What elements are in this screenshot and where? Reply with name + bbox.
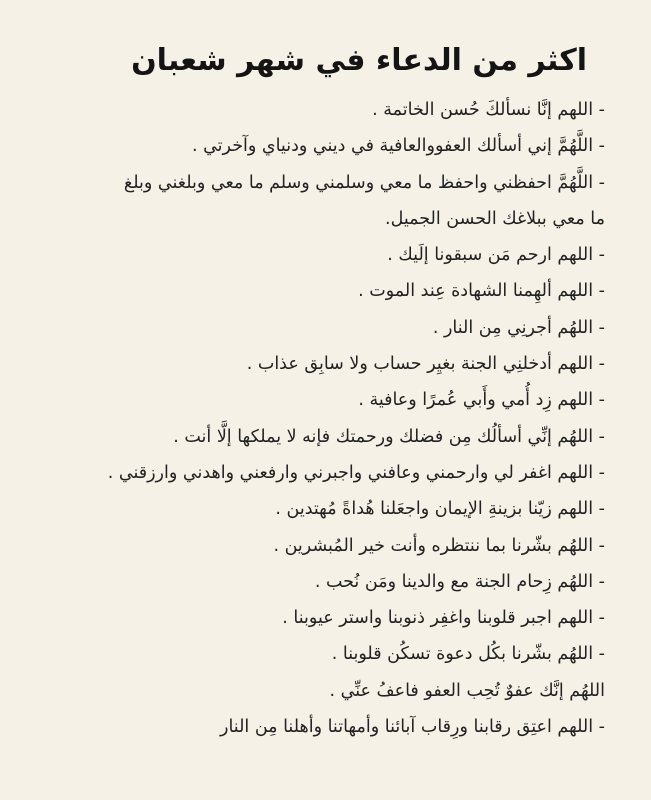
dua-line-6: - اللهُم أجرنِي مِن النار .	[432, 317, 605, 338]
dua-line-2: - اللَّهُمَّ إني أسألك العفووالعافية في ديني ودنياي وآخرتي .	[191, 136, 605, 157]
dua-line-1: - اللهم إنَّا نسألكَ حُسن الخاتمة .	[372, 100, 605, 120]
dua-line-10: - اللهم اغفر لي وارحمني وعافني واجبرني وارفعني واهدني وارزقني .	[107, 462, 605, 483]
dua-line-16: اللهُم إنَّك عفوٌ تُحِب العفو فاعفُ عنِّي .	[329, 680, 605, 701]
page-title: اكثر من الدعاء في شهر شعبان	[131, 43, 587, 78]
dua-line-5: - اللهم ألهِمنا الشهادة عِند الموت .	[358, 281, 605, 302]
dua-line-15: - اللهُم بشّرنا بكُل دعوة تسكُن قلوبنا .	[331, 644, 605, 665]
dua-list	[30, 92, 605, 745]
dua-line-8: - اللهم زِد أُمي وأَبي عُمرًا وعافية .	[358, 390, 605, 411]
dua-line-14: - اللهم اجبر قلوبنا واغفِر ذنوبنا واستر عيوبنا .	[282, 608, 605, 629]
dua-line-3: - اللَّهُمَّ احفظني واحفظ ما معي وسلمني وسلم ما معي وبلغني وبلغ	[123, 172, 605, 193]
dua-line-12: - اللهُم بشّرنا بما ننتظره وأنت خير المُبشرين .	[273, 535, 605, 556]
dua-line-3-continued: ما معي ببلاغك الحسن الجميل.	[385, 208, 605, 229]
dua-line-17: - اللهم اعتِق رقابنا ورِقاب آبائنا وأمهاتنا وأهلنا مِن النار	[220, 717, 605, 738]
dua-line-9: - اللهُم إنِّي أسألُك مِن فضلك ورحمتك فإنه لا يملكها إلَّا أنت .	[173, 426, 605, 447]
dua-line-4: - اللهم ارحم مَن سبقونا إلَيك .	[387, 245, 605, 266]
dua-line-13: - اللهُم زِحام الجنة مع والدينا ومَن نُحب .	[314, 571, 605, 592]
dua-line-11: - اللهم زيّنا بزينةِ الإيمان واجعَلنا هُداةً مُهتدين .	[275, 499, 605, 520]
dua-line-7: - اللهم أدخلنِي الجنة بغيِر حساب ولا سابِق عذاب .	[246, 354, 605, 375]
